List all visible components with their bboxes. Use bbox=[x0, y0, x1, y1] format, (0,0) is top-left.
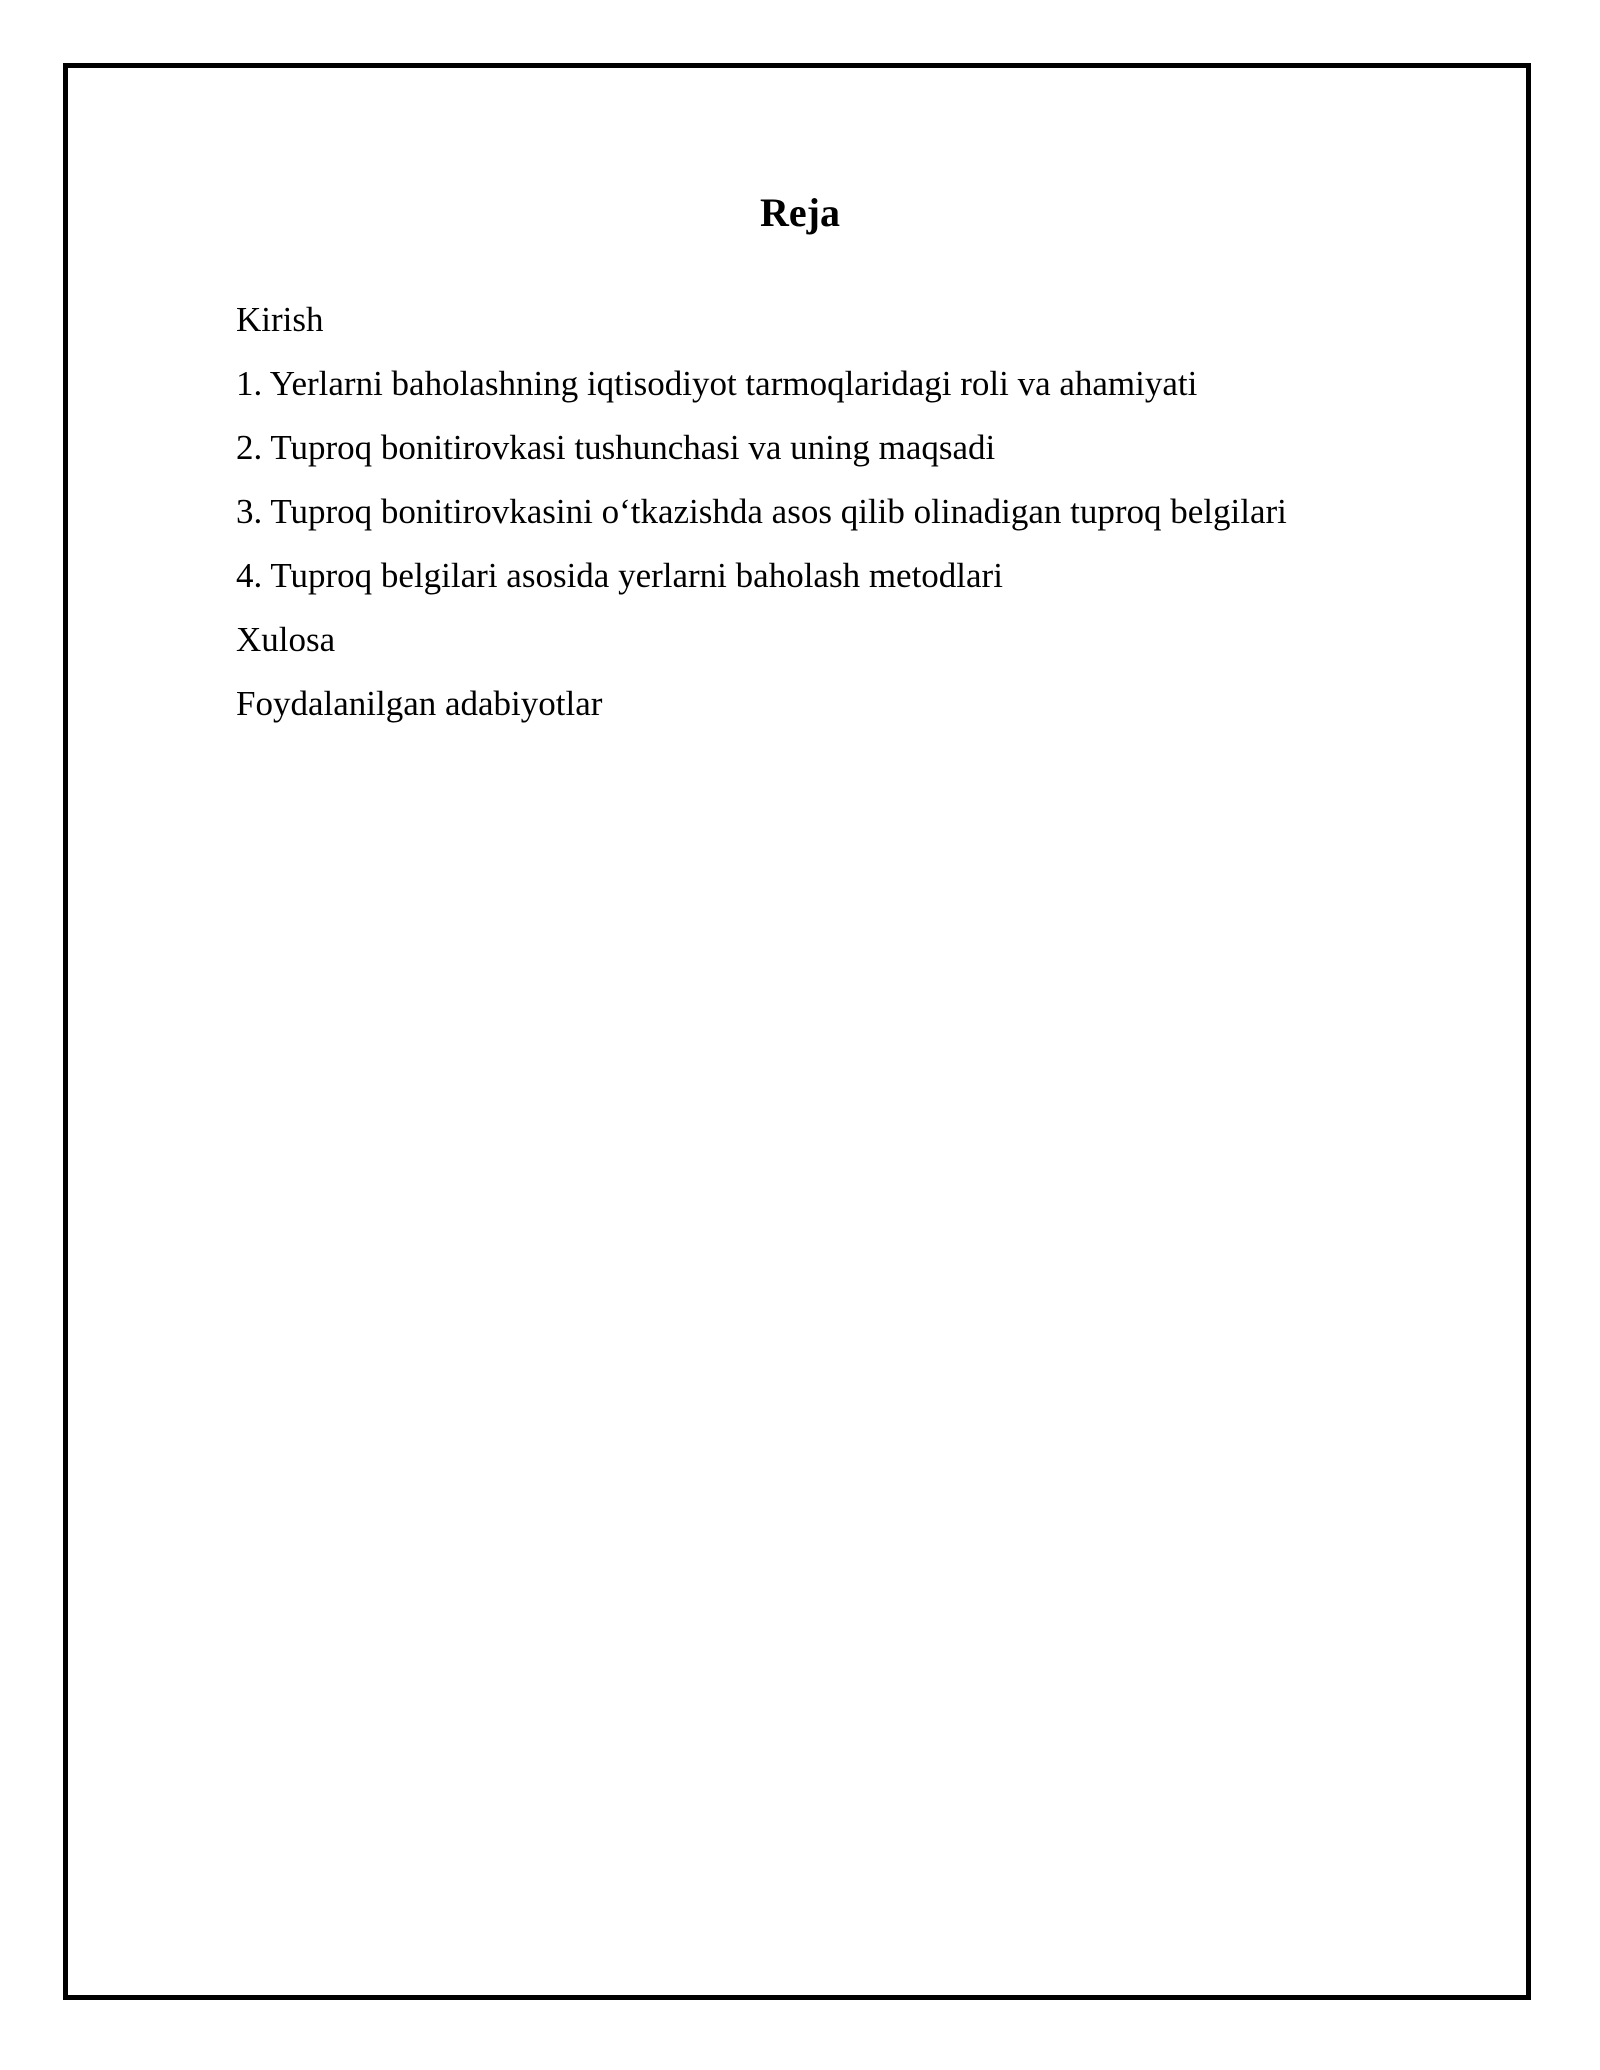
plan-item-conclusion: Xulosa bbox=[236, 620, 336, 659]
plan-item-3: 3. Tuproq bonitirovkasini o‘tkazishda asos qilib olinadigan tuproq belgilari bbox=[236, 492, 1287, 531]
plan-item-2: 2. Tuproq bonitirovkasi tushunchasi va uning maqsadi bbox=[236, 428, 996, 467]
plan-item-references: Foydalanilgan adabiyotlar bbox=[236, 684, 603, 723]
page-title: Reja bbox=[760, 190, 840, 235]
plan-item-1: 1. Yerlarni baholashning iqtisodiyot tarmoqlaridagi roli va ahamiyati bbox=[236, 364, 1198, 403]
plan-list bbox=[236, 288, 1287, 736]
plan-item-4: 4. Tuproq belgilari asosida yerlarni baholash metodlari bbox=[236, 556, 1003, 595]
plan-item-introduction: Kirish bbox=[236, 300, 324, 339]
